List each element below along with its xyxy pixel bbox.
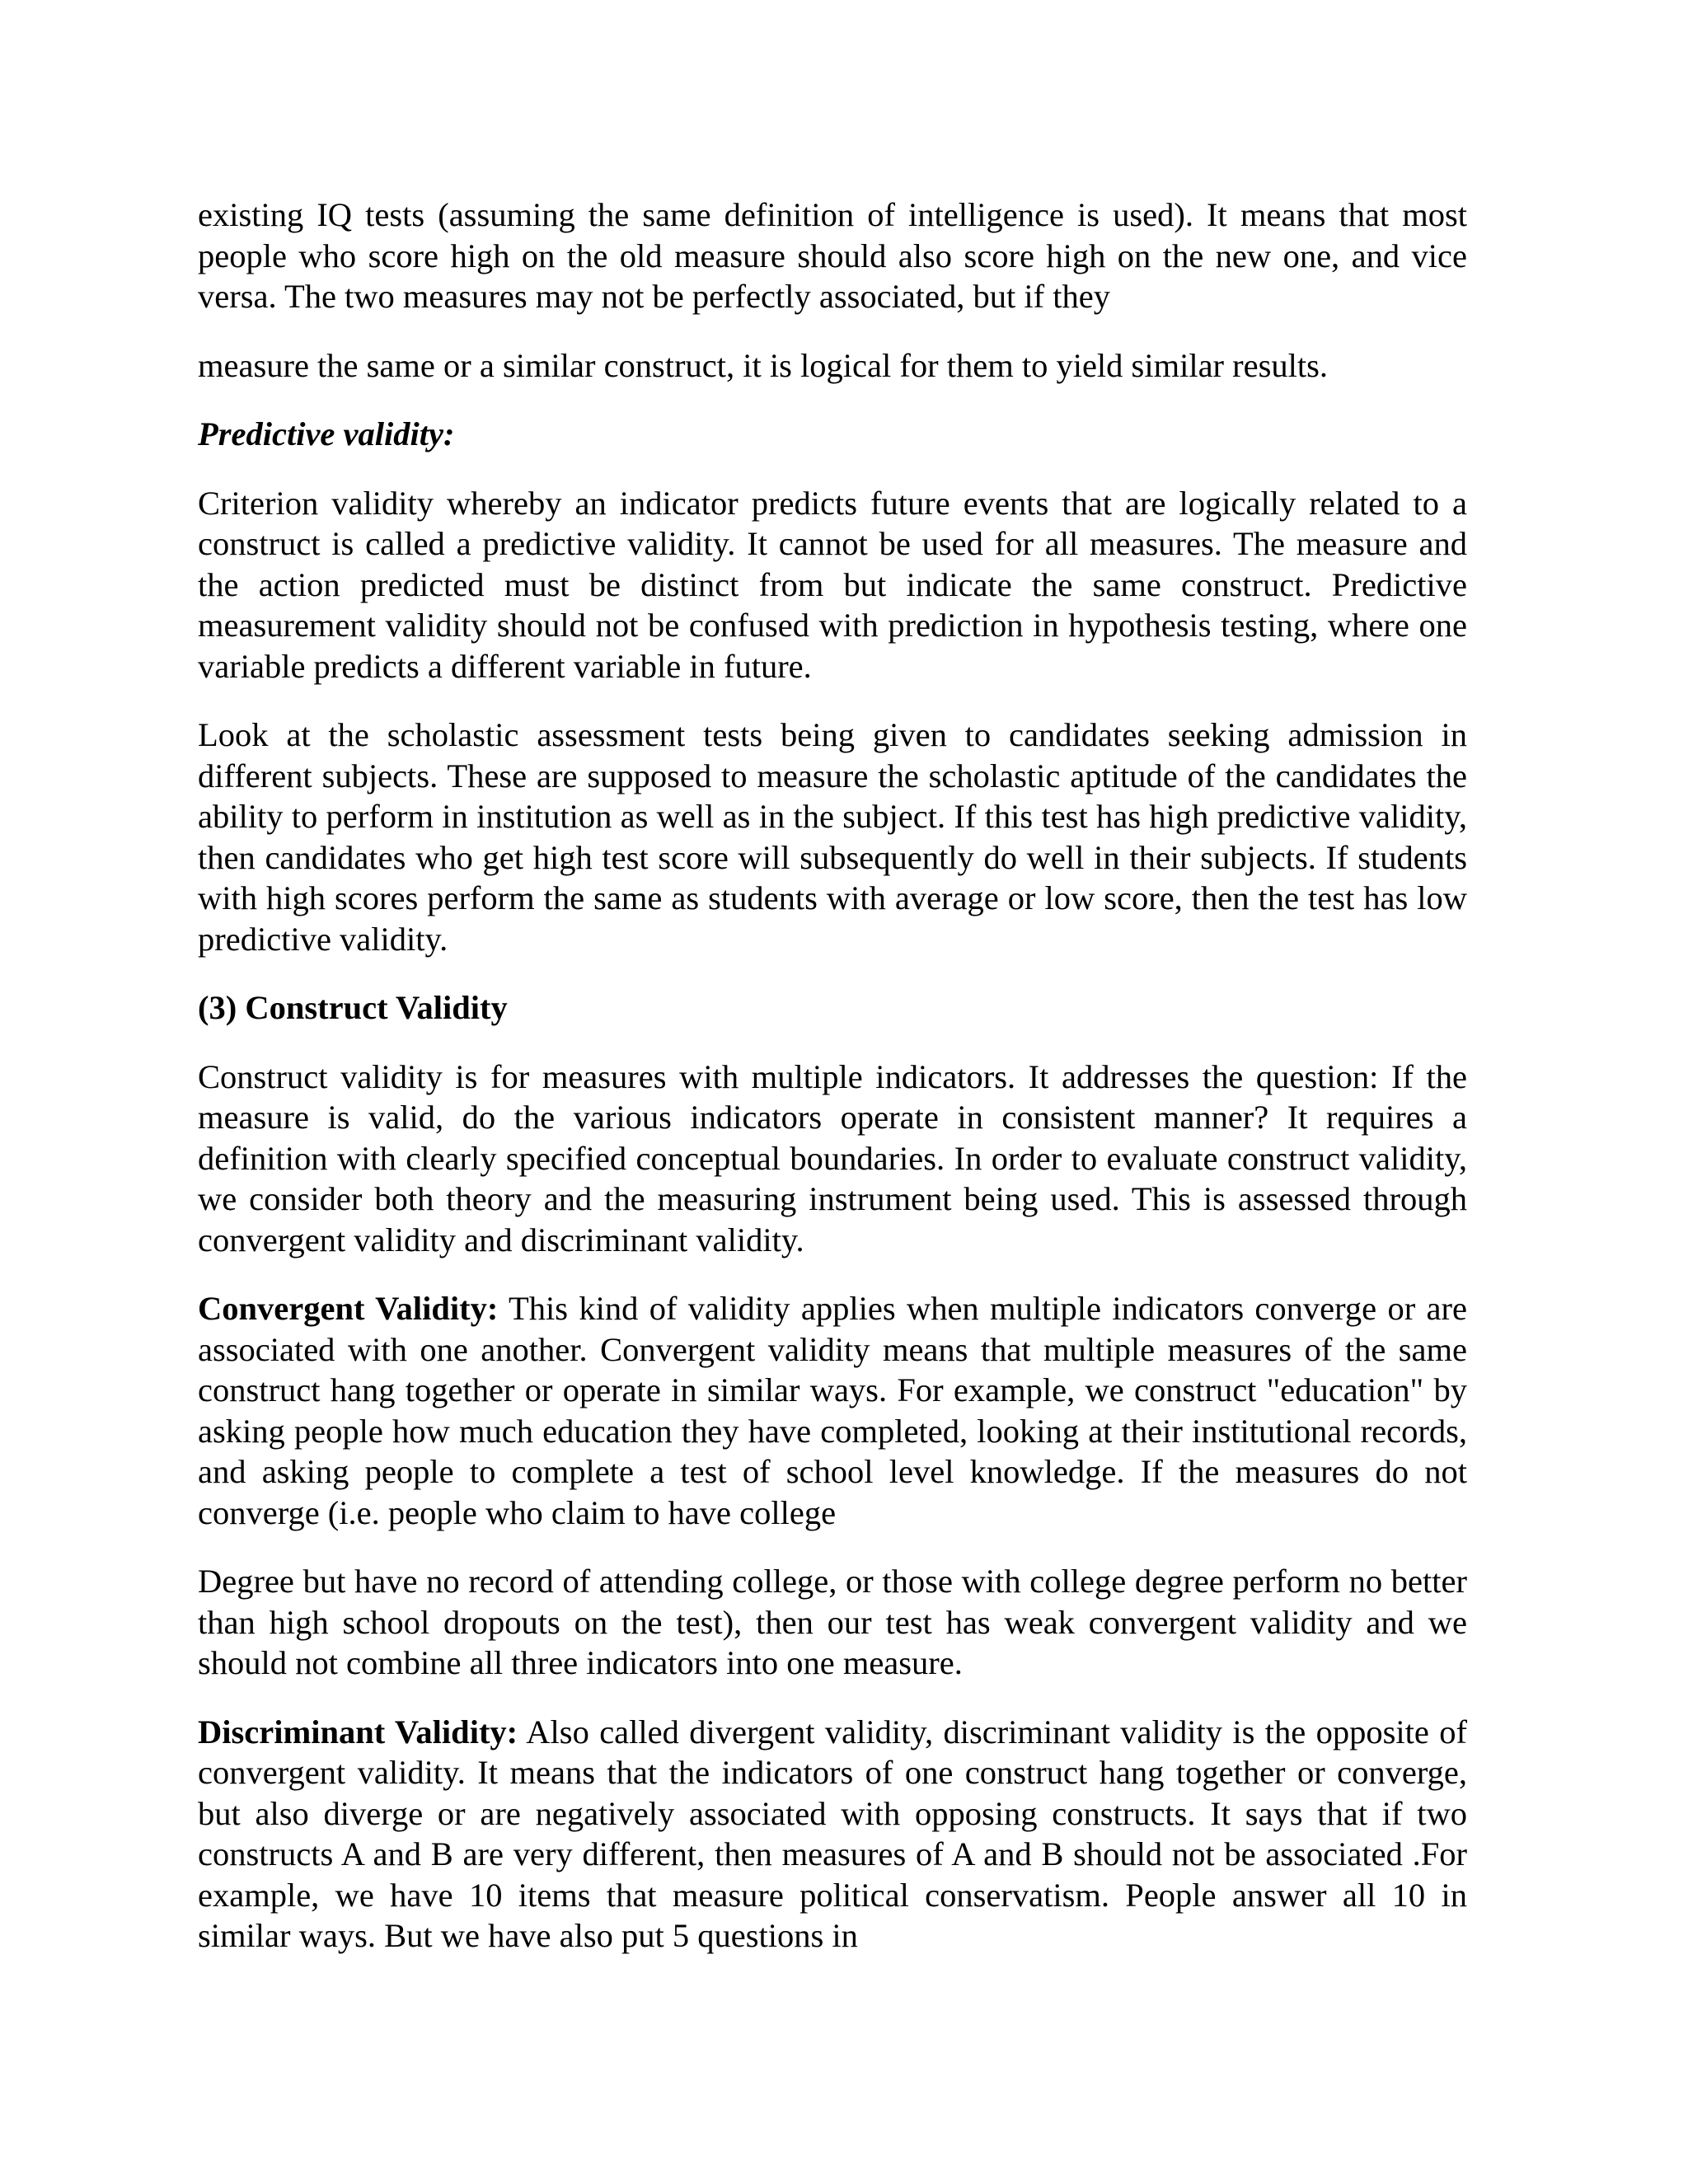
convergent-validity-body: This kind of validity applies when multiple indicators converge or are associated with one another. Convergent validity means that multiple measures of the same construct hang together or operate in similar ways. For example, we construct "education" by asking people how much education they have completed, looking at their institutional records, and asking people to complete a test of school level knowledge. If the measures do not converge (i.e. people who claim to have college <box>198 1290 1467 1531</box>
paragraph-predictive-definition: Criterion validity whereby an indicator predicts future events that are logically related to a construct is called a predictive validity. It cannot be used for all measures. The measure and the action predicted must be distinct from but indicate the same construct. Predictive measurement validity should not be confused with prediction in hypothesis testing, where one variable predicts a different variable in future. <box>198 484 1467 685</box>
discriminant-validity-lead: Discriminant Validity: <box>198 1713 518 1750</box>
paragraph-construct-definition: Construct validity is for measures with multiple indicators. It addresses the question: If the measure is valid, do the various indicators operate in consistent manner? It requires a definition with clearly specified conceptual boundaries. In order to evaluate construct validity, we consider both theory and the measuring instrument being used. This is assessed through convergent validity and discriminant validity. <box>198 1057 1467 1258</box>
paragraph-convergent-validity <box>198 1288 1467 1533</box>
paragraph-iq-tests: existing IQ tests (assuming the same definition of intelligence is used). It means that most people who score high on the old measure should also score high on the new one, and vice versa. The two measures may not be perfectly associated, but if they <box>198 196 1467 315</box>
heading-construct-validity: (3) Construct Validity <box>198 989 508 1026</box>
paragraph-discriminant-validity <box>198 1712 1467 1957</box>
paragraph-college-degree: Degree but have no record of attending college, or those with college degree perform no better than high school dropouts on the test), then our test has weak convergent validity and we should not combine all three indicators into one measure. <box>198 1563 1467 1681</box>
paragraph-scholastic-tests: Look at the scholastic assessment tests being given to candidates seeking admission in different subjects. These are supposed to measure the scholastic aptitude of the candidates the ability to perform in institution as well as in the subject. If this test has high predictive validity, then candidates who get high test score will subsequently do well in their subjects. If students with high scores perform the same as students with average or low score, then the test has low predictive validity. <box>198 716 1467 958</box>
convergent-validity-lead: Convergent Validity: <box>198 1290 499 1327</box>
heading-predictive-validity: Predictive validity: <box>198 415 455 452</box>
discriminant-validity-body: Also called divergent validity, discriminant validity is the opposite of convergent validity. It means that the indicators of one construct hang together or converge, but also diverge or are negatively associated with opposing constructs. It says that if two constructs A and B are very different, then measures of A and B should not be associated .For example, we have 10 items that measure political conservatism. People answer all 10 in similar ways. But we have also put 5 questions in <box>198 1713 1467 1954</box>
document-page <box>198 194 1467 1985</box>
paragraph-similar-results: measure the same or a similar construct, it is logical for them to yield similar results. <box>198 346 1329 384</box>
